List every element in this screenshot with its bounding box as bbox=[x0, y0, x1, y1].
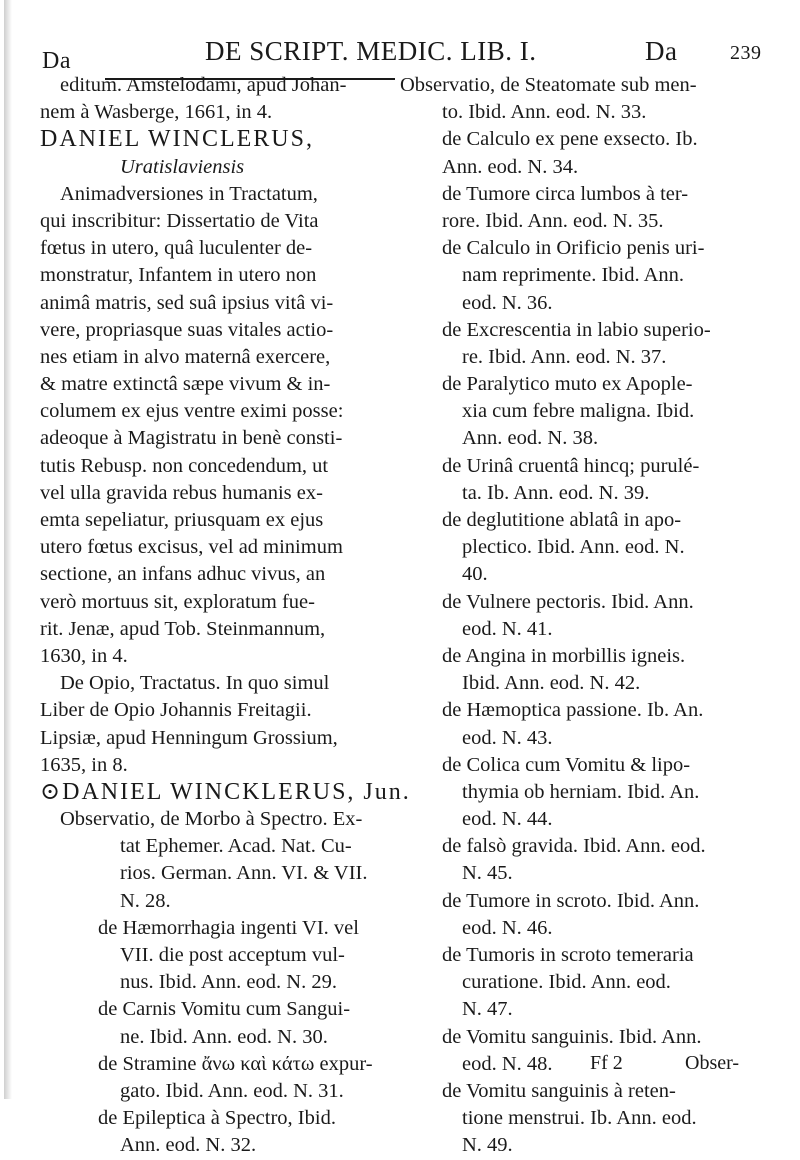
text-line: de Tumoris in scroto temeraria bbox=[442, 944, 694, 966]
text-line: eod. N. 44. bbox=[462, 808, 553, 831]
text-line: Lipsiæ, apud Henningum Grossium, bbox=[40, 726, 338, 749]
text-line: editum. Amstelodami, apud Johan- bbox=[60, 74, 347, 96]
left-column bbox=[40, 72, 411, 1160]
text-line: N. 28. bbox=[120, 889, 171, 912]
text-line: de Epileptica à Spectro, Ibid. bbox=[98, 1107, 336, 1130]
page-edge-shadow bbox=[4, 0, 12, 1099]
text-line: Ann. eod. N. 34. bbox=[442, 155, 579, 178]
text-line: ne. Ibid. Ann. eod. N. 30. bbox=[120, 1025, 328, 1048]
text-line: Observatio, de Morbo à Spectro. Ex- bbox=[60, 808, 363, 831]
header-right-catchword: Da bbox=[645, 36, 678, 66]
text-line: de Urinâ cruentâ hincq; purulé- bbox=[442, 454, 700, 477]
text-line: nem à Wasberge, 1661, in 4. bbox=[40, 101, 273, 124]
text-line: de Colica cum Vomitu & lipo- bbox=[442, 753, 691, 776]
text-line: eod. N. 43. bbox=[462, 726, 553, 749]
text-line: Ibid. Ann. eod. N. 42. bbox=[462, 672, 641, 695]
text-line: de falsò gravida. Ibid. Ann. eod. bbox=[442, 835, 706, 858]
text-line: Uratislaviensis bbox=[120, 155, 245, 178]
text-line: nus. Ibid. Ann. eod. N. 29. bbox=[120, 971, 337, 994]
text-line: rore. Ibid. Ann. eod. N. 35. bbox=[442, 209, 664, 232]
text-line: verò mortuus sit, exploratum fue- bbox=[40, 590, 315, 613]
signature-mark: Ff 2 bbox=[590, 1052, 623, 1074]
text-line: Liber de Opio Johannis Freitagii. bbox=[40, 699, 312, 722]
text-line: vere, propriasque suas vitales actio- bbox=[40, 318, 334, 341]
text-line: thymia ob herniam. Ibid. An. bbox=[462, 780, 700, 803]
running-title: DE SCRIPT. MEDIC. LIB. I. bbox=[205, 36, 537, 66]
text-line: 1630, in 4. bbox=[40, 644, 128, 667]
text-line: N. 45. bbox=[462, 862, 513, 885]
text-line: de Paralytico muto ex Apople- bbox=[442, 373, 693, 396]
header-left-catchword: Da bbox=[42, 48, 71, 74]
text-line: ta. Ib. Ann. eod. N. 39. bbox=[462, 481, 650, 504]
text-line: 40. bbox=[462, 563, 488, 586]
text-line: nes etiam in alvo maternâ exercere, bbox=[40, 345, 331, 368]
text-line: rios. German. Ann. VI. & VII. bbox=[120, 862, 368, 885]
text-line: De Opio, Tractatus. In quo simul bbox=[60, 672, 330, 695]
right-column bbox=[400, 72, 770, 1160]
text-line: Ann. eod. N. 32. bbox=[120, 1134, 257, 1157]
text-line: de Vomitu sanguinis à reten- bbox=[442, 1079, 676, 1102]
text-line: columem ex ejus ventre eximi posse: bbox=[40, 400, 344, 423]
text-line: xia cum febre maligna. Ibid. bbox=[462, 400, 695, 423]
text-line: de Calculo ex pene exsecto. Ib. bbox=[442, 128, 698, 151]
author-heading: ⊙DANIEL WINCKLERUS, Jun. bbox=[40, 778, 411, 805]
text-line: gato. Ibid. Ann. eod. N. 31. bbox=[120, 1079, 344, 1102]
text-line: Observatio, de Steatomate sub men- bbox=[400, 74, 697, 96]
running-header bbox=[30, 34, 775, 74]
text-line: adeoque à Magistratu in benè consti- bbox=[40, 427, 343, 450]
text-line: N. 49. bbox=[462, 1134, 513, 1157]
text-line: to. Ibid. Ann. eod. N. 33. bbox=[442, 101, 647, 124]
text-line: de deglutitione ablatâ in apo- bbox=[442, 509, 682, 531]
page-number: 239 bbox=[730, 42, 762, 64]
text-line: eod. N. 46. bbox=[462, 916, 553, 939]
text-line: de Excrescentia in labio superio- bbox=[442, 318, 711, 341]
text-line: tat Ephemer. Acad. Nat. Cu- bbox=[120, 835, 352, 858]
text-line: qui inscribitur: Dissertatio de Vita bbox=[40, 209, 319, 232]
text-line: de Angina in morbillis igneis. bbox=[442, 644, 686, 667]
text-line: de Stramine ἄνω καὶ κάτω expur- bbox=[98, 1052, 373, 1075]
text-line: curatione. Ibid. Ann. eod. bbox=[462, 971, 671, 994]
text-line: animâ matris, sed suâ ipsius vitâ vi- bbox=[40, 291, 334, 314]
text-line: de Hæmorrhagia ingenti VI. vel bbox=[98, 916, 359, 939]
text-line: Animadversiones in Tractatum, bbox=[60, 182, 318, 205]
text-line: de Vulnere pectoris. Ibid. Ann. bbox=[442, 590, 694, 613]
text-line: monstratur, Infantem in utero non bbox=[40, 264, 317, 287]
footer-catchword: Obser- bbox=[685, 1052, 740, 1074]
text-line: vel ulla gravida rebus humanis ex- bbox=[40, 481, 323, 504]
text-line: de Vomitu sanguinis. Ibid. Ann. bbox=[442, 1025, 702, 1048]
text-line: de Hæmoptica passione. Ib. An. bbox=[442, 699, 704, 722]
text-line: re. Ibid. Ann. eod. N. 37. bbox=[462, 345, 667, 368]
text-line: Ann. eod. N. 38. bbox=[462, 427, 599, 450]
text-line: eod. N. 36. bbox=[462, 291, 553, 314]
text-line: utero fœtus excisus, vel ad minimum bbox=[40, 536, 343, 559]
text-line: 1635, in 8. bbox=[40, 753, 128, 776]
text-line: tione menstrui. Ib. Ann. eod. bbox=[462, 1107, 697, 1130]
text-line: plectico. Ibid. Ann. eod. N. bbox=[462, 536, 685, 559]
text-line: emta sepeliatur, priusquam ex ejus bbox=[40, 509, 324, 531]
text-line: de Carnis Vomitu cum Sangui- bbox=[98, 998, 351, 1021]
text-line: rit. Jenæ, apud Tob. Steinmannum, bbox=[40, 617, 326, 640]
text-line: eod. N. 41. bbox=[462, 617, 553, 640]
text-line: fœtus in utero, quâ luculenter de- bbox=[40, 237, 313, 260]
text-line: de Tumore in scroto. Ibid. Ann. bbox=[442, 889, 700, 912]
text-line: nam reprimente. Ibid. Ann. bbox=[462, 264, 685, 287]
author-heading: DANIEL WINCLERUS, bbox=[40, 126, 314, 153]
text-line: N. 47. bbox=[462, 998, 513, 1021]
text-line: & matre extinctâ sæpe vivum & in- bbox=[40, 373, 331, 396]
text-line: de Tumore circa lumbos à ter- bbox=[442, 182, 689, 205]
text-line: eod. N. 48. bbox=[462, 1052, 553, 1075]
text-line: de Calculo in Orificio penis uri- bbox=[442, 237, 705, 260]
text-line: sectione, an infans adhuc vivus, an bbox=[40, 563, 326, 586]
text-line: VII. die post acceptum vul- bbox=[120, 944, 345, 966]
text-line: tutis Rebusp. non concedendum, ut bbox=[40, 454, 329, 477]
